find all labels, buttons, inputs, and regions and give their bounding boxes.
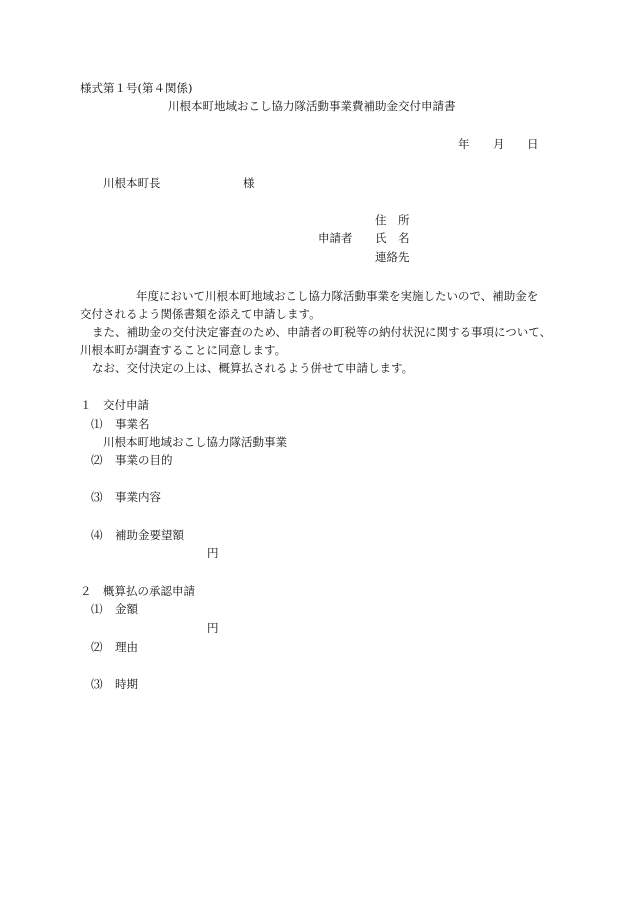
section-1-item-1-value: 川根本町地域おこし協力隊活動事業 <box>103 435 287 449</box>
applicant-label: 申請者 <box>318 231 353 245</box>
date-year: 年 <box>458 137 470 151</box>
body-p3: なお、交付決定の上は、概算払されるよう併せて申請します。 <box>92 361 414 375</box>
section-1-item-2-num: ⑵ <box>91 453 103 467</box>
section-2-item-1-num: ⑴ <box>91 602 103 616</box>
section-2-heading: ２ 概算払の承認申請 <box>80 584 195 598</box>
body-p2-line2: 川根本町が調査することに同意します。 <box>80 343 287 357</box>
section-1-item-1-num: ⑴ <box>91 417 103 431</box>
section-1-item-3-label: 事業内容 <box>115 490 161 504</box>
document-title: 川根本町地域おこし協力隊活動事業費補助金交付申請書 <box>168 99 456 113</box>
section-2-item-3-label: 時期 <box>115 677 138 691</box>
section-2-item-2-label: 理由 <box>115 640 138 654</box>
section-1-heading: １ 交付申請 <box>80 398 149 412</box>
form-number: 様式第１号(第４関係) <box>80 81 193 95</box>
body-p2-line1: また、補助金の交付決定審査のため、申請者の町税等の納付状況に関する事項について、 <box>92 325 552 339</box>
applicant-name-label: 氏 名 <box>375 231 410 245</box>
date-month: 月 <box>493 137 505 151</box>
applicant-contact-label: 連絡先 <box>375 250 410 264</box>
section-2-item-1-label: 金額 <box>115 602 138 616</box>
addressee-name: 川根本町長 <box>103 176 161 190</box>
section-2-item-1-unit: 円 <box>207 621 219 635</box>
section-1-item-1-label: 事業名 <box>115 417 150 431</box>
section-1-item-4-label: 補助金要望額 <box>115 528 184 542</box>
section-1-item-3-num: ⑶ <box>91 490 103 504</box>
section-1-item-4-num: ⑷ <box>91 528 103 542</box>
date-day: 日 <box>527 137 539 151</box>
section-2-item-3-num: ⑶ <box>91 677 103 691</box>
applicant-address-label: 住 所 <box>375 213 410 227</box>
body-text <box>80 287 560 377</box>
body-p1-line1: 年度において川根本町地域おこし協力隊活動事業を実施したいので、補助金を <box>136 289 539 303</box>
body-p1-line2: 交付されるよう関係書類を添えて申請します。 <box>80 307 321 321</box>
section-2-item-2-num: ⑵ <box>91 640 103 654</box>
addressee-honorific: 様 <box>243 176 255 190</box>
section-1-item-2-label: 事業の目的 <box>115 453 173 467</box>
section-1-item-4-unit: 円 <box>207 546 219 560</box>
